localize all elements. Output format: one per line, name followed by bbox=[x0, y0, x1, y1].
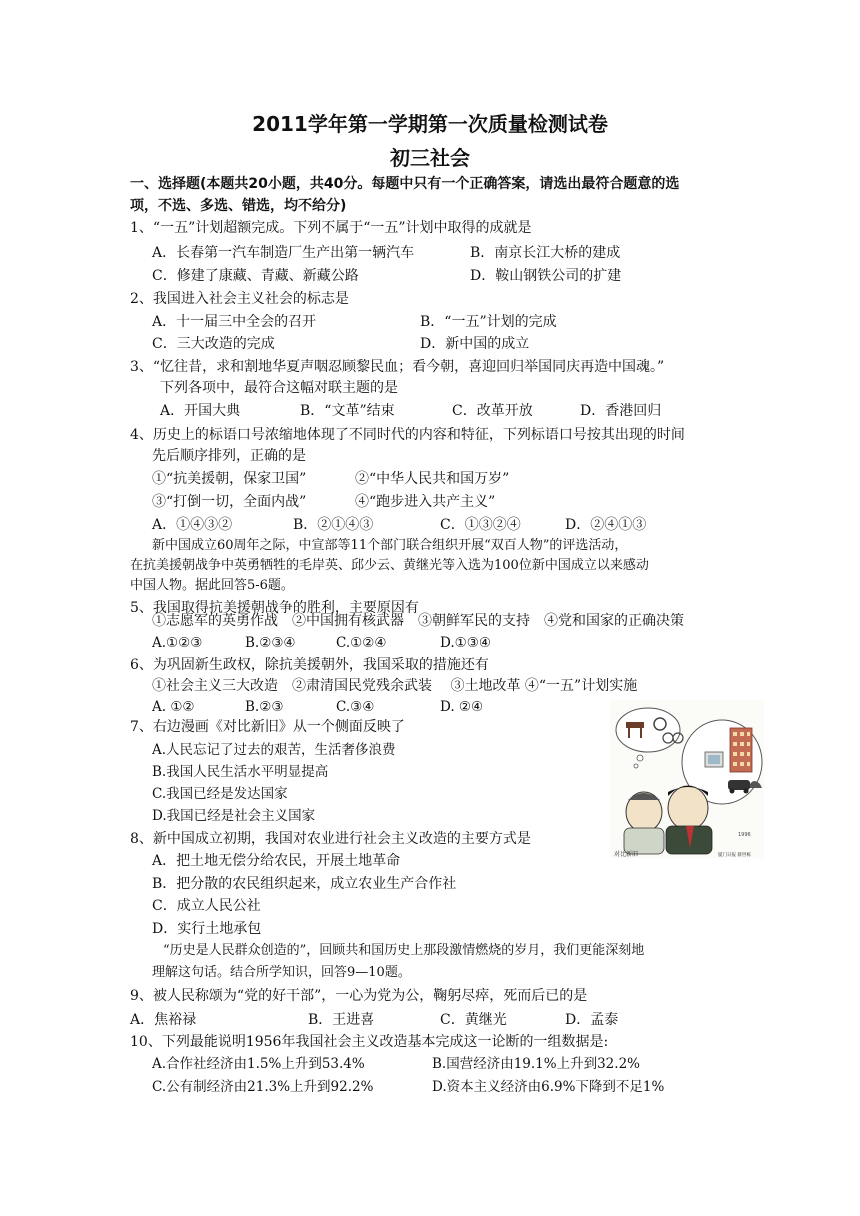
q8-stem: 8、新中国成立初期，我国对农业进行社会主义改造的主要方式是 bbox=[130, 831, 531, 847]
q3-stem-line1: 3、“忆往昔，求和割地华夏声咽忍顾黎民血；看今朝，喜迎回归举国同庆再造中国魂。” bbox=[130, 359, 665, 375]
q6-items: ①社会主义三大改造 ②肃清国民党残余武装 ③土地改革 ④“一五”计划实施 bbox=[152, 678, 638, 694]
q7-option-a: A.人民忘记了过去的艰苦，生活奢侈浪费 bbox=[152, 742, 396, 758]
q4-item-1: ①“抗美援朝，保家卫国” bbox=[152, 471, 307, 487]
q4-option-c: C．①③②④ bbox=[440, 517, 521, 533]
q1-stem: 1、“一五”计划超额完成。下列不属于“一五”计划中取得的成就是 bbox=[130, 220, 532, 236]
q4-option-a: A．①④③② bbox=[152, 517, 233, 533]
q1-option-a: A．长春第一汽车制造厂生产出第一辆汽车 bbox=[152, 245, 415, 261]
q4-item-3: ③“打倒一切，全面内战” bbox=[152, 494, 307, 510]
q6-option-c: C.③④ bbox=[336, 699, 375, 715]
q1-option-b: B．南京长江大桥的建成 bbox=[470, 245, 621, 261]
q9-option-d: D．孟泰 bbox=[565, 1012, 619, 1028]
q3-option-b: B．“文革”结束 bbox=[300, 403, 395, 419]
q1-option-c: C．修建了康藏、青藏、新藏公路 bbox=[152, 268, 359, 284]
q9-option-b: B．王进喜 bbox=[308, 1012, 375, 1028]
q6-stem: 6、为巩固新生政权，除抗美援朝外，我国采取的措施还有 bbox=[130, 657, 489, 673]
section-header-line2: 项，不选、多选、错选，均不给分) bbox=[130, 198, 347, 214]
q2-option-b: B．“一五”计划的完成 bbox=[420, 314, 557, 330]
q2-option-a: A．十一届三中全会的召开 bbox=[152, 314, 317, 330]
q7-option-d: D.我国已经是社会主义国家 bbox=[152, 808, 316, 824]
q6-option-d: D. ②④ bbox=[440, 699, 484, 715]
q3-option-c: C．改革开放 bbox=[452, 403, 533, 419]
q5-option-c: C.①②④ bbox=[336, 635, 387, 651]
q10-option-d: D.资本主义经济由6.9%下降到不足1% bbox=[432, 1079, 665, 1095]
q6-option-a: A. ①② bbox=[152, 699, 195, 715]
q4-item-2: ②“中华人民共和国万岁” bbox=[355, 471, 510, 487]
material2-line1: “历史是人民群众创造的”，回顾共和国历史上那段激情燃烧的岁月，我们更能深刻地 bbox=[163, 943, 645, 958]
q7-option-c: C.我国已经是发达国家 bbox=[152, 786, 288, 802]
material1-line2: 在抗美援朝战争中英勇牺牲的毛岸英、邱少云、黄继光等入选为100位新中国成立以来感动 bbox=[130, 558, 649, 573]
material1-line3: 中国人物。据此回答5-6题。 bbox=[130, 578, 294, 593]
q7-option-b: B.我国人民生活水平明显提高 bbox=[152, 764, 329, 780]
page-subtitle: 初三社会 bbox=[390, 146, 470, 170]
q5-stem: 5、我国取得抗美援朝战争的胜利，主要原因有 bbox=[130, 600, 419, 616]
q5-option-a: A.①②③ bbox=[152, 635, 203, 651]
q10-option-b: B.国营经济由19.1%上升到32.2% bbox=[432, 1056, 640, 1072]
q2-option-c: C．三大改造的完成 bbox=[152, 336, 275, 352]
q8-option-a: A．把土地无偿分给农民，开展土地革命 bbox=[152, 853, 401, 869]
q9-option-c: C．黄继光 bbox=[440, 1012, 507, 1028]
q8-option-b: B．把分散的农民组织起来，成立农业生产合作社 bbox=[152, 876, 457, 892]
q5-items: ①志愿军的英勇作战 ②中国拥有核武器 ③朝鲜军民的支持 ④党和国家的正确决策 bbox=[152, 613, 684, 629]
cartoon-caption-left: 对比新旧 bbox=[614, 851, 639, 858]
q5-option-b: B.②③④ bbox=[245, 635, 296, 651]
q4-stem-line1: 4、历史上的标语口号浓缩地体现了不同时代的内容和特征，下列标语口号按其出现的时间 bbox=[130, 427, 685, 443]
material1-line1: 新中国成立60周年之际，中宣部等11个部门联合组织开展“双百人物”的评选活动， bbox=[152, 538, 628, 553]
q8-option-d: D．实行土地承包 bbox=[152, 921, 262, 937]
q4-item-4: ④“跑步进入共产主义” bbox=[355, 494, 496, 510]
cartoon-small-text: 1996 bbox=[738, 832, 751, 838]
q3-option-a: A．开国大典 bbox=[160, 403, 241, 419]
q2-stem: 2、我国进入社会主义社会的标志是 bbox=[130, 291, 349, 307]
section-header-line1: 一、选择题(本题共20小题，共40分。每题中只有一个正确答案，请选出最符合题意的选 bbox=[130, 176, 680, 192]
q4-option-d: D．②④①③ bbox=[565, 517, 647, 533]
q10-option-c: C.公有制经济由21.3%上升到92.2% bbox=[152, 1079, 374, 1095]
q10-option-a: A.合作社经济由1.5%上升到53.4% bbox=[152, 1056, 365, 1072]
q10-stem: 10、下列最能说明1956年我国社会主义改造基本完成这一论断的一组数据是: bbox=[130, 1034, 609, 1050]
q4-option-b: B．②①④③ bbox=[293, 517, 374, 533]
q7-stem: 7、右边漫画《对比新旧》从一个侧面反映了 bbox=[130, 719, 405, 735]
q2-option-d: D．新中国的成立 bbox=[420, 336, 530, 352]
q5-option-d: D.①③④ bbox=[440, 635, 491, 651]
q9-stem: 9、被人民称颂为“党的好干部”，一心为党为公，鞠躬尽瘁，死而后已的是 bbox=[130, 988, 588, 1004]
page-title: 2011学年第一学期第一次质量检测试卷 bbox=[252, 112, 608, 136]
q9-option-a: A．焦裕禄 bbox=[130, 1012, 197, 1028]
q3-stem-line2: 下列各项中，最符合这幅对联主题的是 bbox=[160, 380, 398, 396]
cartoon-image bbox=[610, 700, 764, 858]
q8-option-c: C．成立人民公社 bbox=[152, 898, 261, 914]
q6-option-b: B.②③ bbox=[245, 699, 284, 715]
q4-stem-line2: 先后顺序排列，正确的是 bbox=[152, 448, 306, 464]
q1-option-d: D．鞍山钢铁公司的扩建 bbox=[470, 268, 622, 284]
q3-option-d: D．香港回归 bbox=[580, 403, 662, 419]
cartoon-caption-right: 厦门日报 蔡世栋 bbox=[718, 853, 751, 858]
material2-line2: 理解这句话。结合所学知识，回答9—10题。 bbox=[152, 965, 411, 980]
